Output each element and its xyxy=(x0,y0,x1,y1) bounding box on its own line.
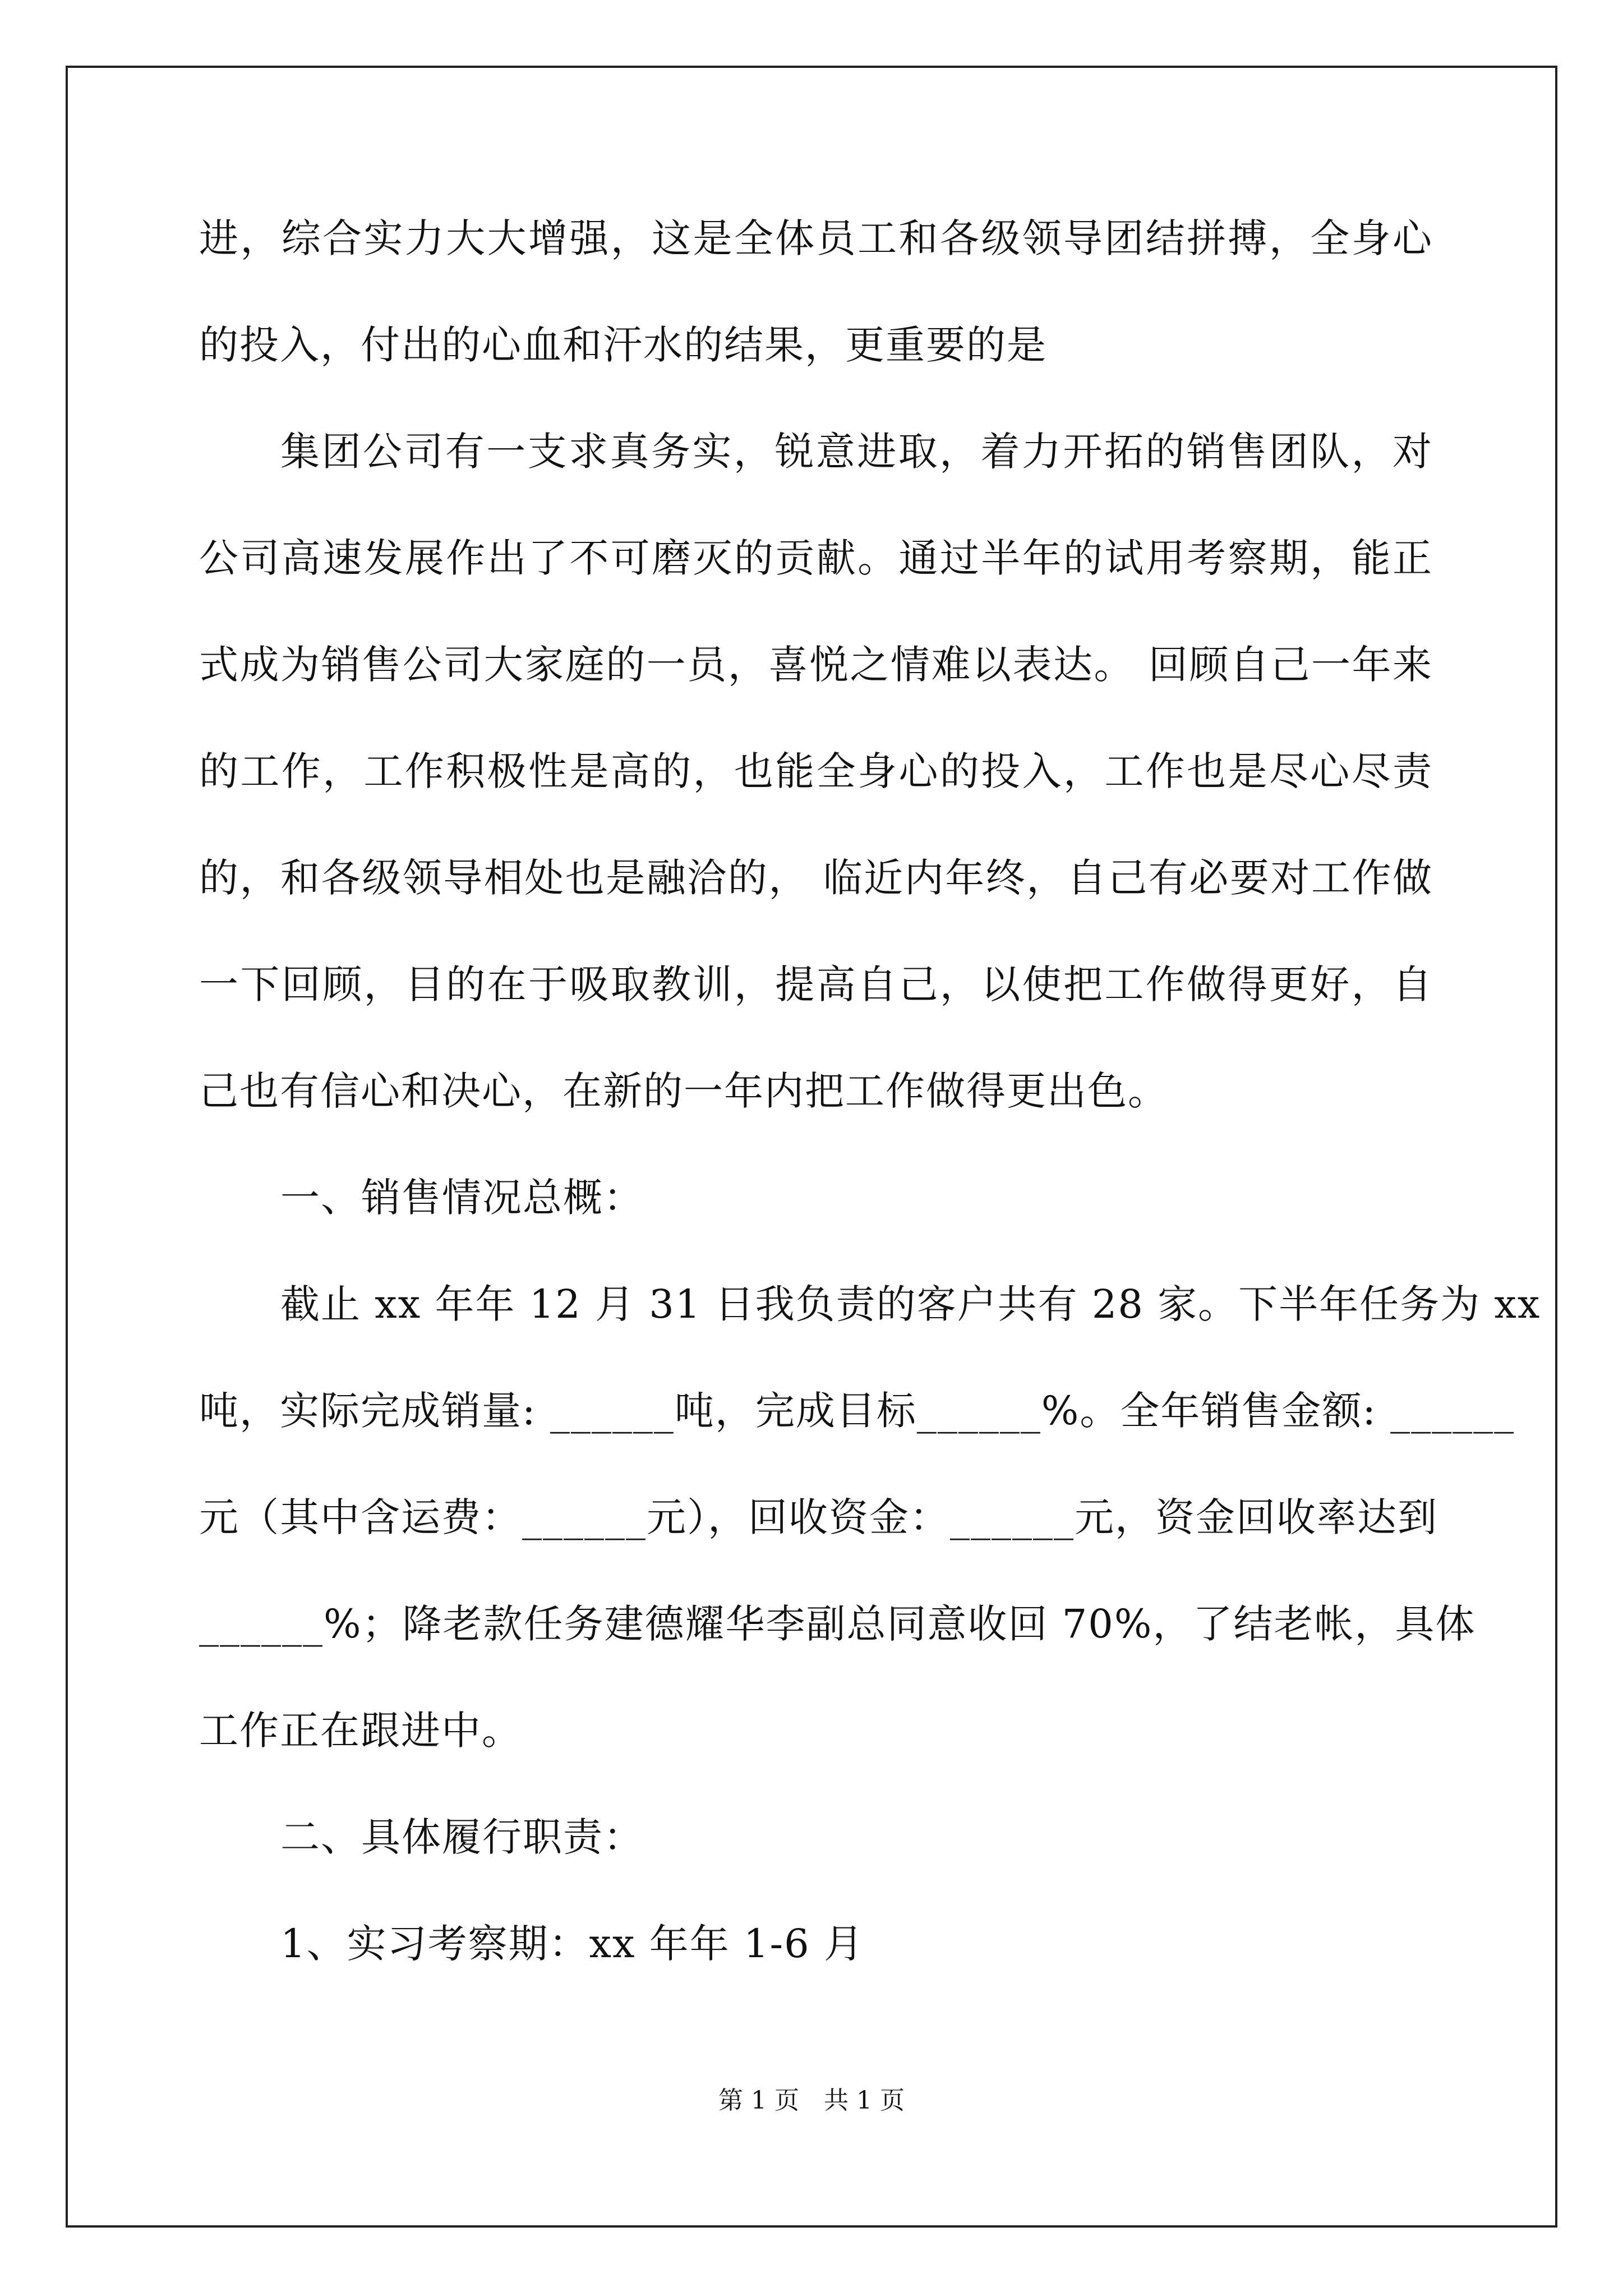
text-line: 己也有信心和决心，在新的一年内把工作做得更出色。 xyxy=(199,1068,1168,1114)
text-line: 工作正在跟进中。 xyxy=(199,1708,522,1754)
text-line: 吨，实际完成销量: ______吨，完成目标______%。全年销售金额: ______ xyxy=(199,1388,1515,1434)
text-line: 的工作，工作积极性是高的，也能全身心的投入，工作也是尽心尽责 xyxy=(199,748,1433,794)
text-line: 公司高速发展作出了不可磨灭的贡献。通过半年的试用考察期，能正 xyxy=(199,535,1433,581)
page-border xyxy=(66,66,1557,2228)
text-line: 集团公司有一支求真务实，锐意进取，着力开拓的销售团队，对 xyxy=(280,429,1433,475)
section-heading: 一、销售情况总概： xyxy=(280,1175,644,1221)
subsection-heading: 1、实习考察期：xx 年年 1-6 月 xyxy=(280,1921,864,1967)
text-line: 进，综合实力大大增强，这是全体员工和各级领导团结拼搏，全身心 xyxy=(199,215,1433,261)
text-line: ______%；降老款任务建德耀华李副总同意收回 70%，了结老帐，具体 xyxy=(199,1601,1476,1647)
text-line: 的投入，付出的心血和汗水的结果，更重要的是 xyxy=(199,322,1047,368)
text-line: 截止 xx 年年 12 月 31 日我负责的客户共有 28 家。下半年任务为 xx xyxy=(280,1281,1541,1327)
text-line: 的，和各级领导相处也是融洽的， 临近内年终，自己有必要对工作做 xyxy=(199,855,1433,901)
text-line: 一下回顾，目的在于吸取教训，提高自己，以使把工作做得更好，自 xyxy=(199,961,1433,1007)
section-heading: 二、具体履行职责： xyxy=(280,1814,644,1860)
text-line: 元（其中含运费：______元），回收资金：______元，资金回收率达到 xyxy=(199,1494,1438,1540)
page-footer: 第 1 页 共 1 页 xyxy=(718,2086,905,2115)
text-line: 式成为销售公司大家庭的一员，喜悦之情难以表达。 回顾自己一年来 xyxy=(199,642,1433,688)
